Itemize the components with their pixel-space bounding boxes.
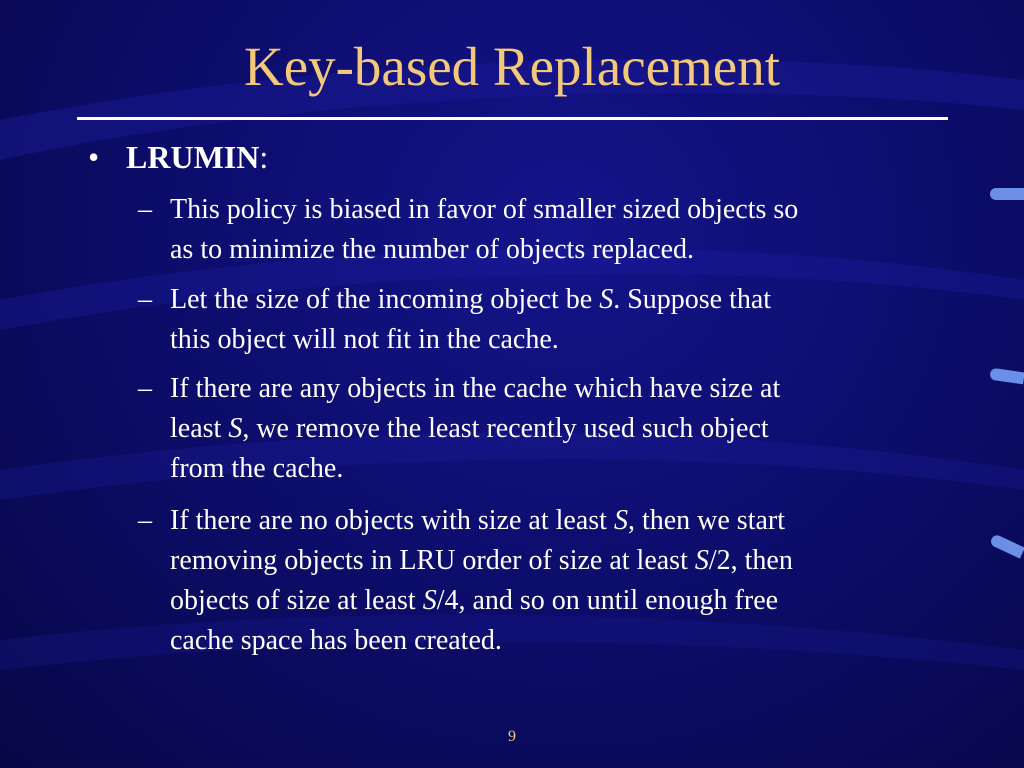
text-run: objects of size at least [170, 585, 423, 616]
variable-s: S [599, 284, 614, 315]
sub-item-text [170, 581, 950, 621]
dash-marker: – [138, 194, 152, 225]
dash-marker: – [138, 284, 152, 315]
sub-item-text: If there are any objects in the cache which have size at [170, 373, 781, 404]
sub-item-text [170, 280, 950, 320]
text-run: If there are no objects with size at least [170, 505, 614, 536]
bullet-term: LRUMIN [126, 139, 260, 175]
text-run: /2, then [708, 545, 793, 576]
variable-s: S [422, 585, 437, 616]
text-run: removing objects in LRU order of size at least [170, 545, 695, 576]
text-run: . Suppose that [613, 284, 772, 315]
variable-s: S [694, 545, 709, 576]
slide-title: Key-based Replacement [243, 36, 780, 97]
text-run: , then we start [627, 505, 785, 536]
sub-item-text [170, 501, 950, 541]
sub-item-text [170, 409, 950, 449]
dash-marker: – [138, 505, 152, 536]
text-run: , we remove the least recently used such object [242, 413, 769, 444]
dash-marker: – [138, 373, 152, 404]
page-number: 9 [508, 728, 516, 745]
sub-item-text: cache space has been created. [170, 625, 502, 656]
variable-s: S [228, 413, 243, 444]
sub-item-text: This policy is biased in favor of smaller sized objects so [170, 194, 799, 225]
bullet-text [126, 137, 268, 177]
variable-s: S [613, 505, 628, 536]
bullet-marker: • [88, 139, 100, 175]
text-run: least [170, 413, 229, 444]
text-run: Let the size of the incoming object be [170, 284, 600, 315]
sub-item-text: from the cache. [170, 453, 344, 484]
sub-item-text: this object will not fit in the cache. [170, 324, 559, 355]
sub-item-text [170, 541, 950, 581]
sub-item-text: as to minimize the number of objects replaced. [170, 234, 695, 265]
bullet-suffix: : [259, 139, 269, 175]
text-run: /4, and so on until enough free [436, 585, 779, 616]
